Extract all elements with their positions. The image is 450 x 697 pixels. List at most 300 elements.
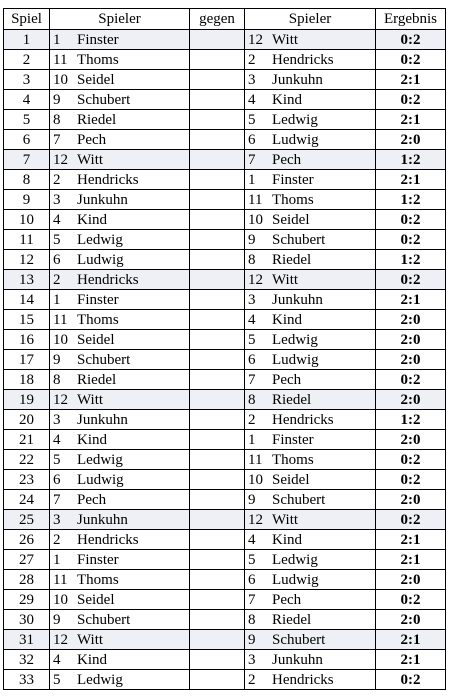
game-number: 19: [4, 390, 50, 410]
player-2-number: 7: [248, 591, 256, 608]
player-2-name: Seidel: [272, 211, 310, 228]
result-score: 0:2: [376, 30, 446, 50]
player-2-number: 12: [248, 271, 263, 288]
player-1-cell: [50, 630, 190, 650]
result-score: 2:0: [376, 130, 446, 150]
result-score: 0:2: [376, 90, 446, 110]
results-table: [3, 8, 446, 690]
game-number: 11: [4, 230, 50, 250]
player-1-cell: [50, 470, 190, 490]
table-row: [4, 30, 446, 50]
result-score: 0:2: [376, 510, 446, 530]
gegen-cell: [190, 110, 245, 130]
player-1-number: 10: [53, 591, 68, 608]
player-1-name: Hendricks: [77, 171, 139, 188]
player-1-cell: [50, 670, 190, 690]
player-2-cell: [245, 210, 376, 230]
table-row: [4, 230, 446, 250]
table-body: [4, 30, 446, 690]
player-1-name: Seidel: [77, 591, 115, 608]
player-1-number: 3: [53, 191, 61, 208]
game-number: 7: [4, 150, 50, 170]
player-2-number: 6: [248, 131, 256, 148]
result-score: 2:1: [376, 170, 446, 190]
result-score: 2:0: [376, 350, 446, 370]
player-2-name: Pech: [272, 151, 302, 168]
game-number: 29: [4, 590, 50, 610]
player-1-number: 8: [53, 371, 61, 388]
table-row: [4, 290, 446, 310]
player-2-cell: [245, 510, 376, 530]
table-row: [4, 390, 446, 410]
player-1-cell: [50, 590, 190, 610]
player-2-number: 3: [248, 291, 256, 308]
game-number: 16: [4, 330, 50, 350]
gegen-cell: [190, 70, 245, 90]
header-spiel: Spiel: [4, 9, 50, 30]
player-1-name: Thoms: [77, 571, 119, 588]
gegen-cell: [190, 90, 245, 110]
player-2-cell: [245, 190, 376, 210]
table-row: [4, 350, 446, 370]
player-2-number: 7: [248, 371, 256, 388]
game-number: 33: [4, 670, 50, 690]
gegen-cell: [190, 470, 245, 490]
player-1-name: Witt: [77, 151, 104, 168]
gegen-cell: [190, 450, 245, 470]
player-2-number: 4: [248, 91, 256, 108]
player-2-name: Witt: [272, 271, 299, 288]
player-2-name: Schubert: [272, 631, 326, 648]
player-2-number: 9: [248, 491, 256, 508]
game-number: 1: [4, 30, 50, 50]
player-2-name: Junkuhn: [272, 71, 323, 88]
gegen-cell: [190, 630, 245, 650]
player-1-cell: [50, 310, 190, 330]
gegen-cell: [190, 150, 245, 170]
gegen-cell: [190, 610, 245, 630]
result-score: 2:0: [376, 310, 446, 330]
table-row: [4, 630, 446, 650]
player-2-number: 1: [248, 431, 256, 448]
table-row: [4, 470, 446, 490]
player-1-name: Schubert: [77, 351, 131, 368]
player-1-name: Seidel: [77, 331, 115, 348]
game-number: 23: [4, 470, 50, 490]
table-row: [4, 110, 446, 130]
gegen-cell: [190, 270, 245, 290]
player-2-name: Kind: [272, 91, 302, 108]
player-1-number: 1: [53, 291, 61, 308]
player-2-name: Witt: [272, 31, 299, 48]
player-2-cell: [245, 490, 376, 510]
player-2-cell: [245, 370, 376, 390]
player-2-cell: [245, 150, 376, 170]
game-number: 24: [4, 490, 50, 510]
table-row: [4, 130, 446, 150]
player-1-cell: [50, 50, 190, 70]
game-number: 30: [4, 610, 50, 630]
player-2-name: Junkuhn: [272, 651, 323, 668]
player-1-number: 1: [53, 31, 61, 48]
player-1-name: Pech: [77, 491, 107, 508]
player-1-cell: [50, 210, 190, 230]
gegen-cell: [190, 50, 245, 70]
player-1-number: 3: [53, 511, 61, 528]
table-row: [4, 550, 446, 570]
player-2-number: 9: [248, 631, 256, 648]
player-1-name: Schubert: [77, 611, 131, 628]
player-2-name: Kind: [272, 531, 302, 548]
header-spieler-2: Spieler: [245, 9, 376, 30]
player-2-number: 2: [248, 671, 256, 688]
player-2-cell: [245, 290, 376, 310]
game-number: 12: [4, 250, 50, 270]
player-1-name: Ludwig: [77, 471, 124, 488]
player-1-number: 2: [53, 271, 61, 288]
player-2-number: 11: [248, 191, 263, 208]
player-2-name: Hendricks: [272, 51, 334, 68]
table-row: [4, 50, 446, 70]
player-2-cell: [245, 450, 376, 470]
gegen-cell: [190, 550, 245, 570]
gegen-cell: [190, 590, 245, 610]
player-1-number: 12: [53, 391, 68, 408]
player-2-cell: [245, 470, 376, 490]
gegen-cell: [190, 370, 245, 390]
player-1-number: 4: [53, 651, 61, 668]
table-row: [4, 510, 446, 530]
player-1-name: Ledwig: [77, 451, 123, 468]
table-row: [4, 650, 446, 670]
player-1-number: 5: [53, 451, 61, 468]
player-1-number: 1: [53, 551, 61, 568]
gegen-cell: [190, 410, 245, 430]
player-1-number: 3: [53, 411, 61, 428]
player-1-cell: [50, 370, 190, 390]
player-2-cell: [245, 250, 376, 270]
player-2-name: Ledwig: [272, 111, 318, 128]
player-1-cell: [50, 650, 190, 670]
player-2-cell: [245, 310, 376, 330]
player-1-cell: [50, 190, 190, 210]
player-2-number: 5: [248, 331, 256, 348]
player-1-cell: [50, 230, 190, 250]
result-score: 2:1: [376, 650, 446, 670]
result-score: 1:2: [376, 410, 446, 430]
player-2-name: Thoms: [272, 451, 314, 468]
game-number: 10: [4, 210, 50, 230]
player-1-number: 8: [53, 111, 61, 128]
result-score: 2:0: [376, 330, 446, 350]
player-2-cell: [245, 550, 376, 570]
player-1-number: 4: [53, 431, 61, 448]
game-number: 2: [4, 50, 50, 70]
player-1-name: Junkuhn: [77, 511, 128, 528]
gegen-cell: [190, 230, 245, 250]
player-2-number: 6: [248, 351, 256, 368]
table-row: [4, 450, 446, 470]
player-2-cell: [245, 170, 376, 190]
result-score: 0:2: [376, 470, 446, 490]
result-score: 2:1: [376, 110, 446, 130]
player-1-cell: [50, 90, 190, 110]
player-2-name: Seidel: [272, 471, 310, 488]
header-ergebnis: Ergebnis: [376, 9, 446, 30]
player-2-name: Hendricks: [272, 411, 334, 428]
game-number: 32: [4, 650, 50, 670]
result-score: 2:0: [376, 570, 446, 590]
player-2-number: 5: [248, 111, 256, 128]
player-1-number: 6: [53, 471, 61, 488]
player-2-name: Riedel: [272, 611, 312, 628]
player-1-number: 6: [53, 251, 61, 268]
player-2-number: 7: [248, 151, 256, 168]
player-2-cell: [245, 110, 376, 130]
player-2-cell: [245, 530, 376, 550]
player-1-number: 12: [53, 631, 68, 648]
player-1-name: Junkuhn: [77, 411, 128, 428]
table-row: [4, 270, 446, 290]
player-2-name: Ledwig: [272, 551, 318, 568]
gegen-cell: [190, 310, 245, 330]
player-1-cell: [50, 610, 190, 630]
game-number: 3: [4, 70, 50, 90]
player-1-cell: [50, 330, 190, 350]
game-number: 27: [4, 550, 50, 570]
player-2-name: Riedel: [272, 251, 312, 268]
player-2-cell: [245, 350, 376, 370]
table-row: [4, 430, 446, 450]
game-number: 18: [4, 370, 50, 390]
table-row: [4, 90, 446, 110]
table-row: [4, 310, 446, 330]
player-2-cell: [245, 630, 376, 650]
player-1-name: Schubert: [77, 91, 131, 108]
player-1-cell: [50, 30, 190, 50]
player-2-name: Pech: [272, 371, 302, 388]
result-score: 1:2: [376, 190, 446, 210]
player-2-cell: [245, 230, 376, 250]
player-1-name: Finster: [77, 291, 119, 308]
player-2-name: Pech: [272, 591, 302, 608]
player-2-cell: [245, 70, 376, 90]
player-1-number: 12: [53, 151, 68, 168]
player-2-name: Riedel: [272, 391, 312, 408]
player-2-cell: [245, 130, 376, 150]
header-gegen: gegen: [190, 9, 245, 30]
player-1-number: 5: [53, 671, 61, 688]
table-row: [4, 670, 446, 690]
player-1-cell: [50, 170, 190, 190]
table-row: [4, 170, 446, 190]
player-1-cell: [50, 250, 190, 270]
result-score: 2:1: [376, 70, 446, 90]
table-row: [4, 190, 446, 210]
gegen-cell: [190, 670, 245, 690]
gegen-cell: [190, 430, 245, 450]
table-row: [4, 610, 446, 630]
player-1-name: Witt: [77, 631, 104, 648]
game-number: 14: [4, 290, 50, 310]
player-1-cell: [50, 450, 190, 470]
player-1-name: Thoms: [77, 51, 119, 68]
game-number: 6: [4, 130, 50, 150]
player-1-name: Riedel: [77, 371, 117, 388]
player-2-number: 10: [248, 211, 263, 228]
gegen-cell: [190, 250, 245, 270]
header-row: [4, 9, 446, 30]
table-row: [4, 330, 446, 350]
table-row: [4, 70, 446, 90]
game-number: 20: [4, 410, 50, 430]
result-score: 1:2: [376, 250, 446, 270]
game-number: 26: [4, 530, 50, 550]
player-1-name: Kind: [77, 211, 107, 228]
player-2-cell: [245, 390, 376, 410]
player-2-cell: [245, 410, 376, 430]
player-1-cell: [50, 530, 190, 550]
player-2-cell: [245, 650, 376, 670]
result-score: 0:2: [376, 50, 446, 70]
player-2-cell: [245, 270, 376, 290]
player-1-name: Thoms: [77, 311, 119, 328]
player-1-cell: [50, 390, 190, 410]
player-1-number: 5: [53, 231, 61, 248]
result-score: 2:0: [376, 390, 446, 410]
table-row: [4, 150, 446, 170]
player-1-cell: [50, 350, 190, 370]
player-2-name: Thoms: [272, 191, 314, 208]
player-1-name: Hendricks: [77, 531, 139, 548]
player-1-name: Pech: [77, 131, 107, 148]
player-1-number: 11: [53, 311, 68, 328]
player-2-cell: [245, 330, 376, 350]
game-number: 15: [4, 310, 50, 330]
game-number: 22: [4, 450, 50, 470]
player-1-name: Junkuhn: [77, 191, 128, 208]
table-header: [4, 9, 446, 30]
player-1-cell: [50, 550, 190, 570]
player-1-number: 9: [53, 351, 61, 368]
player-2-number: 12: [248, 31, 263, 48]
player-2-name: Schubert: [272, 491, 326, 508]
result-score: 2:1: [376, 550, 446, 570]
player-1-name: Kind: [77, 431, 107, 448]
player-1-cell: [50, 430, 190, 450]
gegen-cell: [190, 350, 245, 370]
game-number: 17: [4, 350, 50, 370]
player-1-cell: [50, 130, 190, 150]
player-1-number: 9: [53, 611, 61, 628]
table-row: [4, 370, 446, 390]
game-number: 4: [4, 90, 50, 110]
player-1-cell: [50, 70, 190, 90]
player-2-number: 4: [248, 531, 256, 548]
table-row: [4, 210, 446, 230]
gegen-cell: [190, 290, 245, 310]
player-2-number: 12: [248, 511, 263, 528]
player-1-name: Seidel: [77, 71, 115, 88]
player-1-number: 11: [53, 51, 68, 68]
player-1-name: Witt: [77, 391, 104, 408]
player-2-number: 5: [248, 551, 256, 568]
result-score: 0:2: [376, 230, 446, 250]
gegen-cell: [190, 490, 245, 510]
player-1-number: 7: [53, 131, 61, 148]
player-2-name: Ludwig: [272, 131, 319, 148]
player-2-number: 1: [248, 171, 256, 188]
gegen-cell: [190, 570, 245, 590]
game-number: 28: [4, 570, 50, 590]
player-2-number: 6: [248, 571, 256, 588]
player-1-name: Ludwig: [77, 251, 124, 268]
player-1-cell: [50, 270, 190, 290]
result-score: 2:0: [376, 610, 446, 630]
gegen-cell: [190, 170, 245, 190]
player-1-cell: [50, 150, 190, 170]
game-number: 5: [4, 110, 50, 130]
player-2-cell: [245, 670, 376, 690]
player-1-name: Riedel: [77, 111, 117, 128]
table-row: [4, 590, 446, 610]
player-1-cell: [50, 510, 190, 530]
game-number: 8: [4, 170, 50, 190]
player-1-number: 2: [53, 531, 61, 548]
player-1-name: Kind: [77, 651, 107, 668]
gegen-cell: [190, 130, 245, 150]
gegen-cell: [190, 330, 245, 350]
player-2-name: Kind: [272, 311, 302, 328]
player-2-number: 8: [248, 391, 256, 408]
result-score: 1:2: [376, 150, 446, 170]
table-row: [4, 410, 446, 430]
player-2-name: Ludwig: [272, 571, 319, 588]
player-1-cell: [50, 410, 190, 430]
player-2-cell: [245, 50, 376, 70]
gegen-cell: [190, 210, 245, 230]
player-1-number: 4: [53, 211, 61, 228]
player-1-name: Finster: [77, 551, 119, 568]
player-1-cell: [50, 290, 190, 310]
player-2-name: Finster: [272, 431, 314, 448]
player-1-name: Finster: [77, 31, 119, 48]
game-number: 9: [4, 190, 50, 210]
player-2-name: Finster: [272, 171, 314, 188]
table-row: [4, 490, 446, 510]
header-spieler-1: Spieler: [50, 9, 190, 30]
table-row: [4, 250, 446, 270]
player-2-name: Junkuhn: [272, 291, 323, 308]
result-score: 0:2: [376, 670, 446, 690]
result-score: 2:1: [376, 630, 446, 650]
game-number: 21: [4, 430, 50, 450]
player-2-number: 2: [248, 411, 256, 428]
player-1-name: Ledwig: [77, 671, 123, 688]
player-1-cell: [50, 110, 190, 130]
player-1-number: 9: [53, 91, 61, 108]
gegen-cell: [190, 510, 245, 530]
gegen-cell: [190, 650, 245, 670]
result-score: 0:2: [376, 270, 446, 290]
player-2-name: Witt: [272, 511, 299, 528]
result-score: 2:0: [376, 490, 446, 510]
player-2-name: Ludwig: [272, 351, 319, 368]
player-2-cell: [245, 30, 376, 50]
player-2-cell: [245, 430, 376, 450]
result-score: 2:1: [376, 290, 446, 310]
game-number: 13: [4, 270, 50, 290]
